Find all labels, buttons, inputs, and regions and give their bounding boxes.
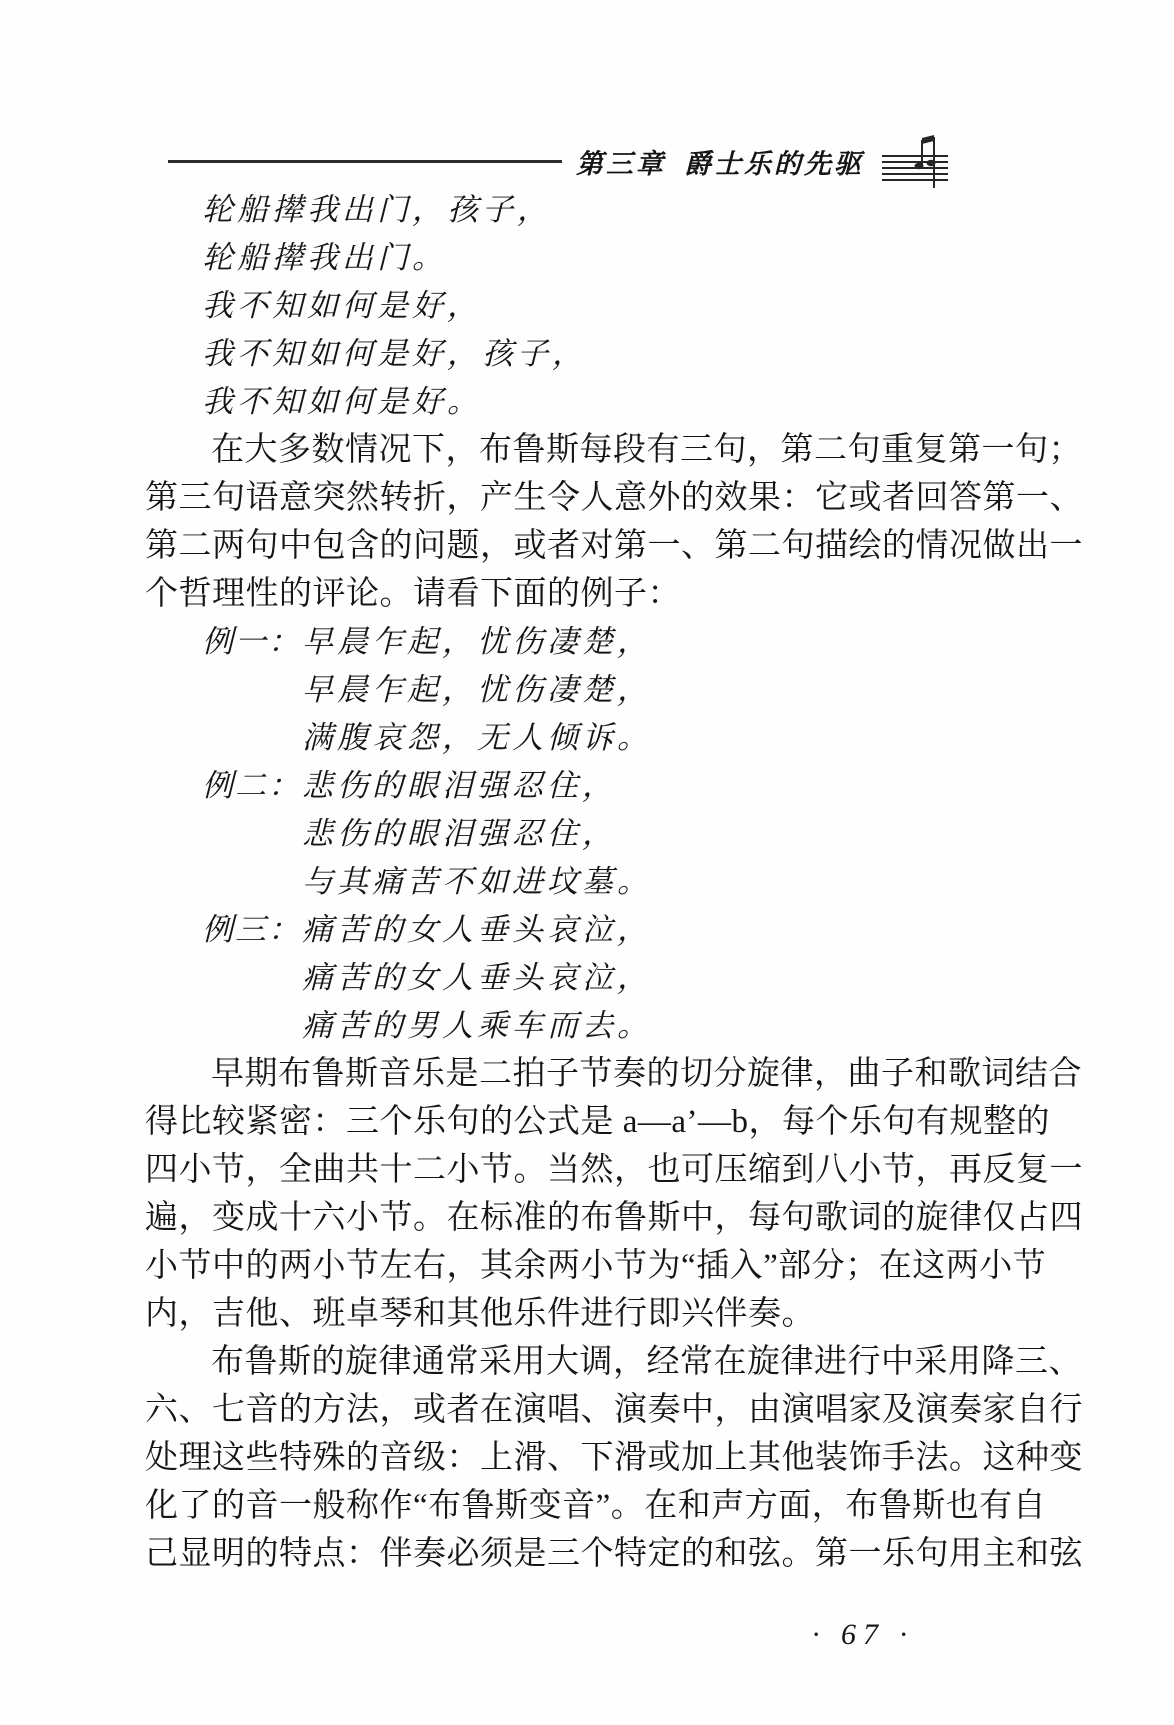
poem-line: 轮船撵我出门，孩子， (202, 192, 552, 228)
header-rule (168, 160, 562, 163)
example-verse: 早晨乍起，忧伤凄楚， (302, 624, 652, 660)
paragraph (145, 1050, 1083, 1338)
paragraph (145, 426, 1083, 618)
page-header (168, 132, 950, 190)
example-verse: 痛苦的女人垂头哀泣， (302, 912, 652, 948)
body-line: 化了的音一般称作“布鲁斯变音”。在和声方面，布鲁斯也有自 (145, 1488, 1047, 1524)
page-number: · 67 · (812, 1618, 914, 1651)
body-line: 第三句语意突然转折，产生令人意外的效果：它或者回答第一、 (145, 480, 1083, 516)
poem-line: 轮船撵我出门。 (202, 240, 447, 276)
example-block (145, 762, 1047, 906)
example-verse: 痛苦的男人乘车而去。 (302, 1008, 652, 1044)
example-verse: 痛苦的女人垂头哀泣， (302, 960, 652, 996)
example-label: 例一： (202, 624, 301, 660)
body-line: 己显明的特点：伴奏必须是三个特定的和弦。第一乐句用主和弦 (145, 1536, 1083, 1572)
example-verse: 悲伤的眼泪强忍住， (302, 768, 617, 804)
body-line: 小节中的两小节左右，其余两小节为“插入”部分；在这两小节 (145, 1248, 1047, 1284)
body-line: 得比较紧密：三个乐句的公式是 a—a’—b，每个乐句有规整的 (145, 1104, 1051, 1140)
example-line (202, 906, 1047, 954)
body-line: 四小节，全曲共十二小节。当然，也可压缩到八小节，再反复一 (145, 1152, 1083, 1188)
example-verse: 悲伤的眼泪强忍住， (302, 816, 617, 852)
poem-line: 我不知如何是好， (202, 288, 482, 324)
example-verse: 早晨乍起，忧伤凄楚， (302, 672, 652, 708)
body-line: 处理这些特殊的音级：上滑、下滑或加上其他装饰手法。这种变 (145, 1440, 1083, 1476)
body-line: 布鲁斯的旋律通常采用大调，经常在旋律进行中采用降三、 (211, 1344, 1082, 1380)
body-line: 遍，变成十六小节。在标准的布鲁斯中，每句歌词的旋律仅占四 (145, 1200, 1083, 1236)
poem-block (145, 186, 1047, 426)
body-line: 个哲理性的评论。请看下面的例子： (145, 576, 681, 612)
body-line: 内，吉他、班卓琴和其他乐件进行即兴伴奏。 (145, 1296, 815, 1332)
poem-line: 我不知如何是好。 (202, 384, 482, 420)
body-line: 早期布鲁斯音乐是二拍子节奏的切分旋律，曲子和歌词结合 (211, 1056, 1082, 1092)
example-verse: 满腹哀怨，无人倾诉。 (302, 720, 652, 756)
example-block (145, 906, 1047, 1050)
example-verse: 与其痛苦不如进坟墓。 (302, 864, 652, 900)
paragraph (145, 1338, 1083, 1578)
chapter-label: 第三章 (576, 148, 666, 179)
body-line: 在大多数情况下，布鲁斯每段有三句，第二句重复第一句； (211, 432, 1082, 468)
example-label: 例三： (202, 912, 301, 948)
body-line: 第二两句中包含的问题，或者对第一、第二句描绘的情况做出一 (145, 528, 1083, 564)
example-line (202, 618, 1047, 666)
body-line: 六、七音的方法，或者在演唱、演奏中，由演唱家及演奏家自行 (145, 1392, 1083, 1428)
example-line (202, 762, 1047, 810)
page-body (145, 186, 1083, 1578)
chapter-title: 爵士乐的先驱 (684, 148, 864, 179)
music-staff-icon (880, 132, 950, 190)
example-label: 例二： (202, 768, 301, 804)
example-block (145, 618, 1047, 762)
chapter-heading (576, 142, 864, 181)
poem-line: 我不知如何是好，孩子， (202, 336, 587, 372)
